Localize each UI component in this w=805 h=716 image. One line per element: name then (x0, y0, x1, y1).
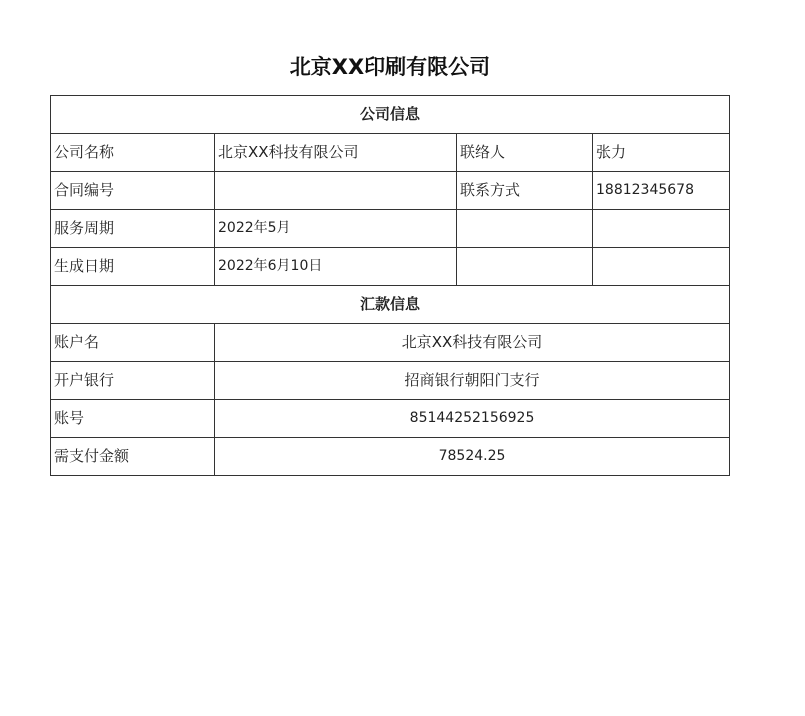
document-title: 北京XX印刷有限公司 (289, 55, 491, 79)
company-section-header-row (51, 96, 730, 134)
table-row (51, 210, 730, 248)
account-name-label: 账户名 (51, 324, 215, 362)
generated-date-label: 生成日期 (51, 248, 215, 286)
account-name-value: 北京XX科技有限公司 (215, 324, 730, 362)
contract-number-value (215, 172, 457, 210)
table-row (51, 324, 730, 362)
table-row (51, 134, 730, 172)
contact-person-label: 联络人 (457, 134, 593, 172)
table-row (51, 362, 730, 400)
service-period-value: 2022年5月 (215, 210, 457, 248)
remittance-section-header-row (51, 286, 730, 324)
table-row (51, 172, 730, 210)
bank-label: 开户银行 (51, 362, 215, 400)
bank-value: 招商银行朝阳门支行 (215, 362, 730, 400)
company-name-label: 公司名称 (51, 134, 215, 172)
empty-cell (593, 210, 730, 248)
empty-cell (457, 248, 593, 286)
company-section-header: 公司信息 (51, 96, 730, 134)
remittance-section-header: 汇款信息 (51, 286, 730, 324)
service-period-label: 服务周期 (51, 210, 215, 248)
amount-due-value: 78524.25 (215, 438, 730, 476)
company-name-value: 北京XX科技有限公司 (215, 134, 457, 172)
generated-date-value: 2022年6月10日 (215, 248, 457, 286)
table-row (51, 400, 730, 438)
empty-cell (593, 248, 730, 286)
contact-person-value: 张力 (593, 134, 730, 172)
table-row (51, 438, 730, 476)
contact-method-value: 18812345678 (593, 172, 730, 210)
account-number-value: 85144252156925 (215, 400, 730, 438)
table-row (51, 248, 730, 286)
contact-method-label: 联系方式 (457, 172, 593, 210)
contract-number-label: 合同编号 (51, 172, 215, 210)
empty-cell (457, 210, 593, 248)
account-number-label: 账号 (51, 400, 215, 438)
invoice-form-table (50, 95, 730, 476)
amount-due-label: 需支付金额 (51, 438, 215, 476)
